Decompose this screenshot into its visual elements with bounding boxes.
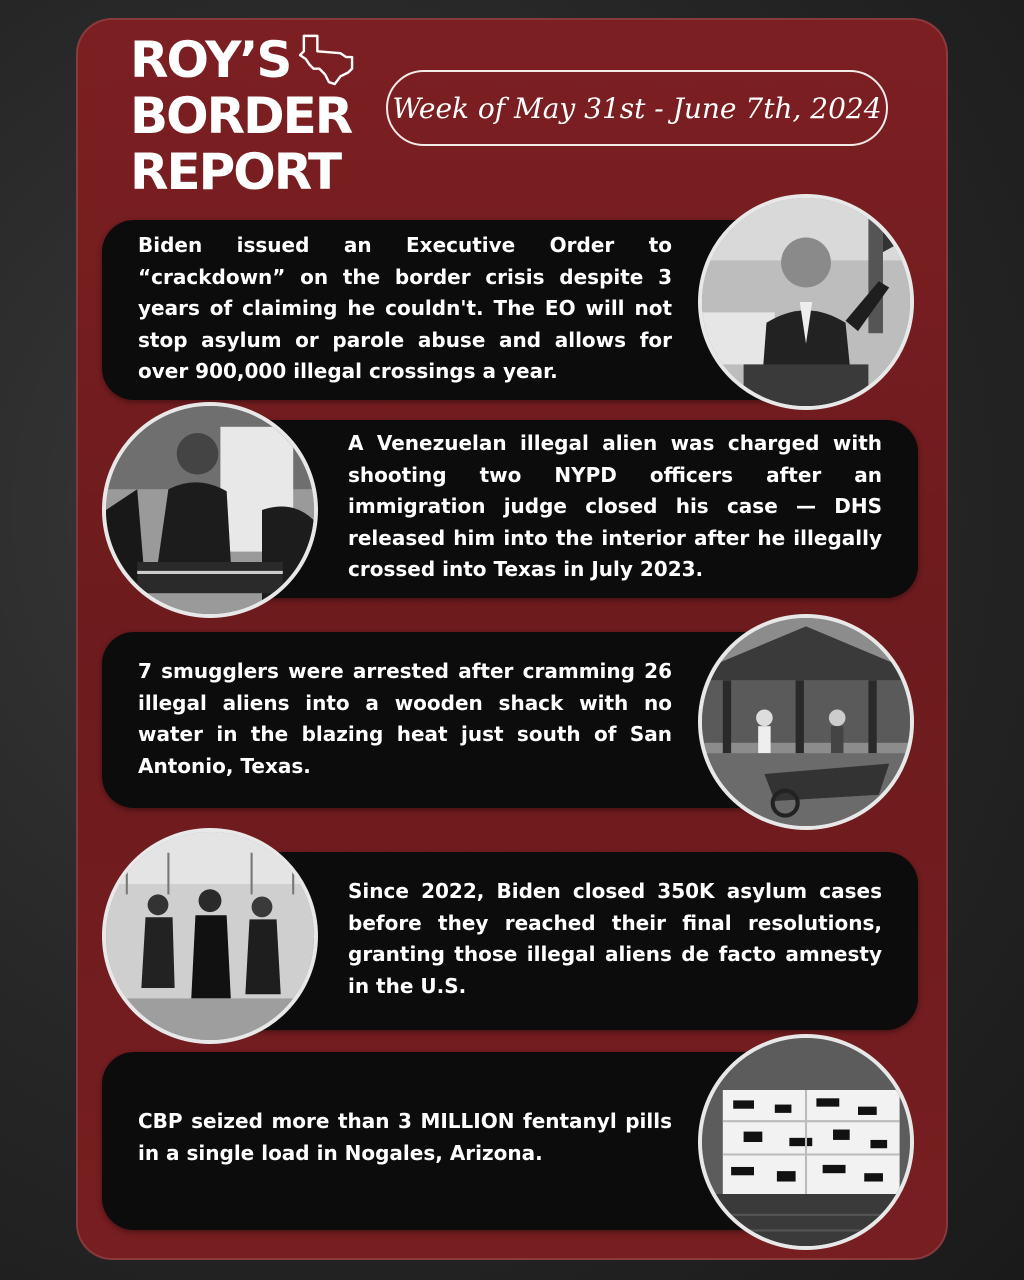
packages-photo-icon — [698, 1034, 914, 1250]
logo — [130, 32, 370, 202]
speaker-photo-icon — [698, 194, 914, 410]
story-text-5: CBP seized more than 3 MILLION fentanyl pills in a single load in Nogales, Arizona. — [138, 1109, 672, 1165]
story-text-4: Since 2022, Biden closed 350K asylum cases before they reached their final resolutions, granting those illegal aliens de facto amnesty in the U.S. — [348, 879, 882, 998]
crowd-photo-icon — [102, 828, 318, 1044]
arrest-photo-icon — [102, 402, 318, 618]
logo-line-3: REPORT — [130, 143, 341, 201]
story-text-2: A Venezuelan illegal alien was charged with shooting two NYPD officers after an immigration judge closed his case — DHS released him into the interior after he illegally crossed into Texas in July 2023. — [348, 431, 882, 581]
story-text-1: Biden issued an Executive Order to “crackdown” on the border crisis despite 3 years of claiming he couldn't. The EO will not stop asylum or parole abuse and allows for over 900,000 illegal crossings a year. — [138, 233, 672, 383]
logo-line-1: ROY’S — [130, 31, 291, 89]
week-range-badge: Week of May 31st - June 7th, 2024 — [386, 70, 888, 146]
texas-outline-icon — [298, 32, 356, 86]
shack-photo-icon — [698, 614, 914, 830]
story-text-3: 7 smugglers were arrested after cramming 26 illegal aliens into a wooden shack with no water in the blazing heat just south of San Antonio, Texas. — [138, 659, 672, 778]
logo-line-2: BORDER — [130, 87, 352, 145]
